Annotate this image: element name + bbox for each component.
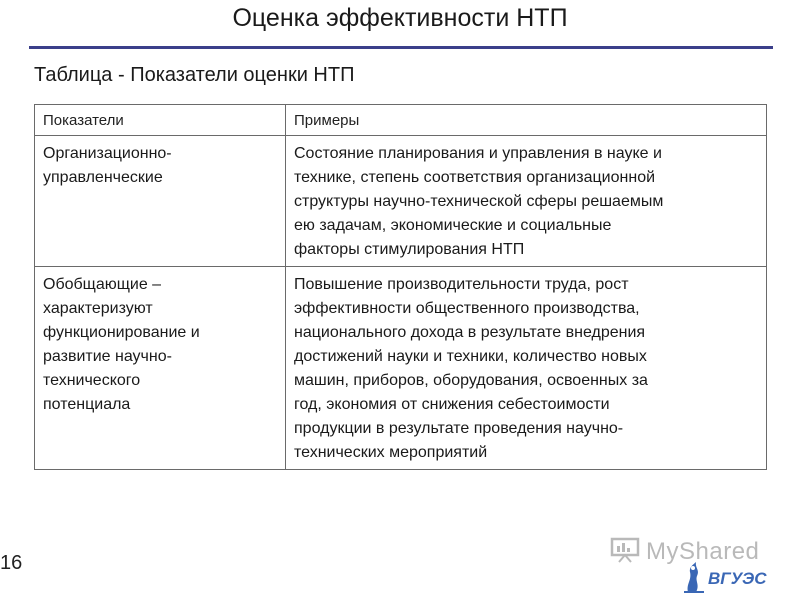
table-caption: Таблица - Показатели оценки НТП — [34, 64, 355, 86]
table-header-row — [35, 105, 767, 136]
indicator-cell: Обобщающие – характеризуют функционирование и развитие научно- технического потенциала — [35, 267, 286, 470]
page-number: 16 — [0, 552, 23, 574]
column-header-indicators: Показатели — [35, 105, 286, 136]
logo-text: ВГУЭС — [708, 569, 767, 588]
examples-cell: Повышение производительности труда, рост эффективности общественного производства, национального дохода в результате внедрения достижений науки и техники, количество новых машин, приборов, оборудования, освоенных за год, экономия от снижения себестоимости продукции в результате проведения научно- технических мероприятий — [286, 267, 767, 470]
indicators-table — [34, 104, 767, 470]
slide-title: Оценка эффективности НТП — [232, 4, 568, 32]
watermark-text: MyShared — [646, 538, 760, 565]
column-header-examples: Примеры — [286, 105, 767, 136]
presentation-board-icon — [610, 537, 640, 568]
table-row — [35, 136, 767, 267]
indicator-cell: Организационно- управленческие — [35, 136, 286, 267]
university-logo-icon — [682, 560, 772, 594]
table-row — [35, 267, 767, 470]
title-divider — [29, 46, 773, 49]
examples-cell: Состояние планирования и управления в науке и технике, степень соответствия организационной структуры научно-технической сферы решаемым ею задачам, экономические и социальные факторы стимулирования НТП — [286, 136, 767, 267]
